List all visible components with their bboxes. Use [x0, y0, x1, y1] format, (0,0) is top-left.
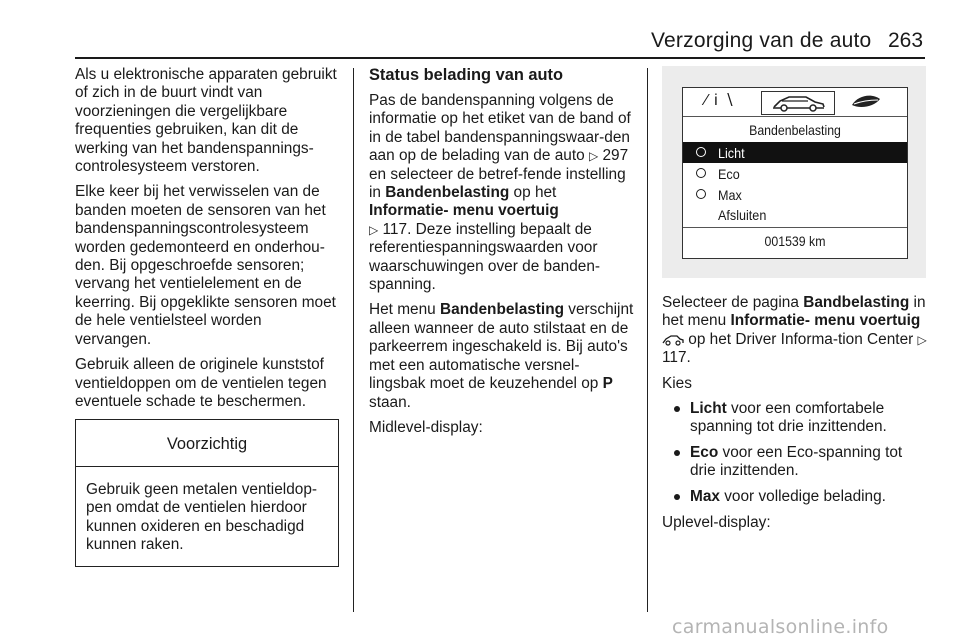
paragraph-interference: Als u elektronische apparaten gebruikt of zich in de buurt vindt van voorzieningen die vergelijkbare frequenties gebruiken, kan dit de werking van het bandenspannings-controlesysteem verstoren.	[75, 66, 337, 176]
radio-icon	[696, 189, 706, 199]
uplevel-display-label: Uplevel-display:	[662, 514, 771, 532]
display-exit: Afsluiten	[718, 207, 767, 223]
paragraph-tyre-change: Elke keer bij het verwisselen van de banden moeten de sensoren van het bandenspanningscontrolesysteem worden gedemonteerd en onderhou-den. Bij opgeschroefde sensoren; vervang het ventielelement en de keerring. Bij opgeklikte sensoren moet de hele ventielsteel worden vervangen.	[75, 183, 336, 348]
display-illustration	[662, 66, 926, 278]
display-option-max: Max	[683, 184, 907, 205]
leaf-icon	[848, 91, 884, 113]
header-rule	[75, 57, 925, 59]
column-1	[75, 66, 340, 567]
page-title: Verzorging van de auto	[651, 29, 872, 52]
paragraph-select-page: Selecteer de pagina Bandbelasting in het menu Informatie- menu voertuig op het Driver Informa-tion Center ▷ 117.	[662, 294, 927, 367]
caution-box	[75, 419, 339, 567]
road-icon: ⁄ i ∖	[705, 92, 736, 109]
column-2	[369, 66, 635, 444]
display-menu-title: Bandenbelasting	[749, 122, 841, 138]
radio-icon	[696, 168, 706, 178]
eco-tab	[848, 91, 884, 118]
column-divider-2	[647, 68, 648, 612]
watermark: carmanualsonline.info	[672, 616, 889, 638]
paragraph-valve-caps: Gebruik alleen de originele kunststof ventieldoppen om de ventielen tegen eventuele schade te beschermen.	[75, 356, 327, 410]
list-item: Max voor volledige belading.	[662, 488, 928, 506]
display-option-licht: Licht	[683, 142, 907, 163]
page-ref[interactable]: 117	[382, 220, 408, 238]
car-icon	[662, 334, 684, 346]
section-heading: Status belading van auto	[369, 66, 563, 84]
display-tab-bar	[683, 88, 907, 116]
page-ref-arrow-icon: ▷	[588, 149, 599, 164]
paragraph-menu-availability: Het menu Bandenbelasting verschijnt alleen wanneer de auto stilstaat en de parkeerrem ingeschakeld is. Bij auto's met een automatische versnel-lingsbak moet de keuzehendel op P staan.	[369, 301, 634, 411]
page-ref-arrow-icon: ▷	[369, 222, 379, 237]
page-ref[interactable]: 297	[602, 147, 629, 165]
list-item: Eco voor een Eco-spanning tot drie inzittenden.	[662, 444, 928, 481]
radio-icon	[696, 147, 706, 157]
caution-body: Gebruik geen metalen ventieldop-pen omdat de ventielen hierdoor kunnen oxideren en beschadigd kunnen raken.	[86, 480, 318, 553]
display-divider	[683, 227, 907, 228]
page-number: 263	[888, 29, 924, 52]
display-screen	[682, 87, 908, 259]
column-divider-1	[353, 68, 354, 612]
column-3	[662, 66, 928, 539]
page-ref-arrow-icon: ▷	[917, 332, 927, 347]
road-info-tab	[705, 92, 735, 110]
page-ref[interactable]: 117	[662, 349, 687, 367]
display-divider	[683, 116, 907, 117]
display-option-eco: Eco	[683, 163, 907, 184]
car-icon	[762, 92, 834, 114]
paragraph-adjust-pressure: Pas de bandenspanning volgens de informatie op het etiket van de band of in de tabel bandenspanningswaar-den aan op de belading van de auto ▷ 297 en selecteer de betref-fende instelling in Bandenbelasting op het Informatie- menu voertuig ▷ 117. Deze instelling bepaalt de referentiespanningswaarden voor waarschuwingen over de banden-spanning.	[369, 92, 631, 294]
kies-label: Kies	[662, 374, 692, 392]
vehicle-tab	[761, 91, 835, 115]
list-item: Licht voor een comfortabele spanning tot drie inzittenden.	[662, 400, 928, 437]
caution-title: Voorzichtig	[76, 420, 338, 466]
display-odometer: 001539 km	[764, 233, 826, 249]
option-list	[662, 400, 928, 506]
midlevel-display-label: Midlevel-display:	[369, 418, 483, 436]
